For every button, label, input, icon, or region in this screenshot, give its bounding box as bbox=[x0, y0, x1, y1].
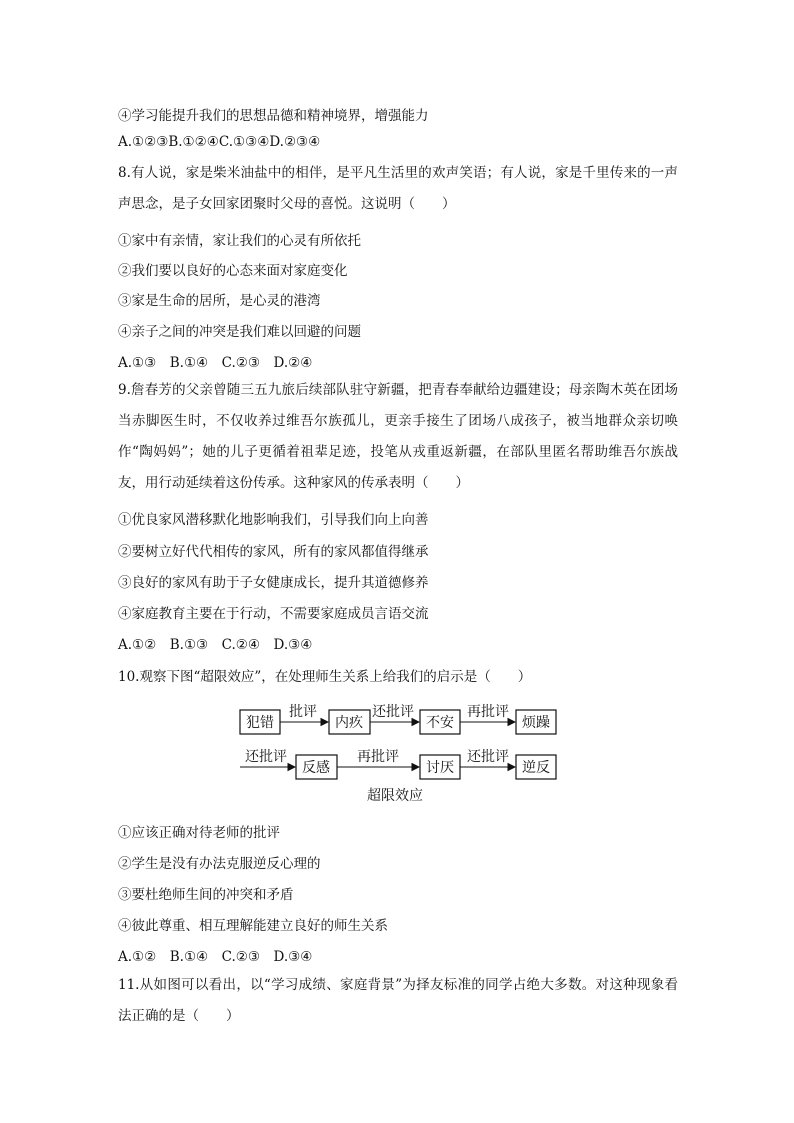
box-taoyan-label: 讨厌 bbox=[426, 760, 454, 776]
box-buan-label: 不安 bbox=[426, 715, 454, 731]
arrow-6-label: 还批评 bbox=[467, 749, 509, 765]
box-fangan-label: 反感 bbox=[302, 760, 330, 776]
question-10: 10.观察下图“超限效应”，在处理师生关系上给我们的启示是（ ） bbox=[118, 669, 532, 685]
q8-answer-choices: A.①③ B.①④ C.②③ D.②④ bbox=[118, 355, 313, 371]
q9-option-1: ①优良家风潜移默化地影响我们，引导我们向上向善 bbox=[118, 512, 429, 528]
diagram-caption: 超限效应 bbox=[367, 788, 423, 804]
q9-option-3: ③良好的家风有助于子女健康成长，提升其道德修养 bbox=[118, 575, 429, 591]
arrow-3-label: 再批评 bbox=[467, 704, 509, 720]
q8-option-3: ③家是生命的居所，是心灵的港湾 bbox=[118, 293, 321, 309]
q7-option-4: ④学习能提升我们的思想品德和精神境界，增强能力 bbox=[118, 108, 429, 124]
box-fancuo-label: 犯错 bbox=[246, 715, 274, 731]
q8-option-4: ④亲子之间的冲突是我们难以回避的问题 bbox=[118, 324, 361, 340]
q10-answer-choices: A.①② B.①④ C.②③ D.③④ bbox=[118, 949, 313, 965]
q9-option-2: ②要树立好代代相传的家风，所有的家风都值得继承 bbox=[118, 544, 429, 560]
q9-answer-choices: A.①② B.①③ C.②④ D.③④ bbox=[118, 637, 313, 653]
box-neijiu-label: 内疚 bbox=[335, 715, 363, 731]
q8-option-2: ②我们要以良好的心态来面对家庭变化 bbox=[118, 263, 348, 279]
question-9: 9.詹春芳的父亲曾随三五九旅后续部队驻守新疆，把青春奉献给边疆建设；母亲陶木英在团场当赤脚医生时，不仅收养过维吾尔族孤儿，更亲手接生了团场八成孩子，被当地群众亲切唤作“陶妈妈”；她的儿子更循着祖辈足迹，投笔从戎重返新疆，在部队里匿名帮助维吾尔族战友，用行动延续着这份传承。这种家风的传承表明（ ） bbox=[118, 382, 678, 491]
q10-option-2: ②学生是没有办法克服逆反心理的 bbox=[118, 856, 321, 872]
box-nifan-label: 逆反 bbox=[522, 760, 550, 776]
arrow-2-label: 还批评 bbox=[372, 704, 414, 720]
q10-option-1: ①应该正确对待老师的批评 bbox=[118, 825, 280, 841]
box-fanzao-label: 烦躁 bbox=[522, 715, 550, 731]
arrow-5-label: 再批评 bbox=[357, 749, 399, 765]
question-11: 11.从如图可以看出，以“学习成绩、家庭背景”为择友标准的同学占绝大多数。对这种现象看法正确的是（ ） bbox=[118, 977, 678, 1024]
arrow-4-label: 还批评 bbox=[245, 749, 287, 765]
arrow-1-label: 批评 bbox=[289, 704, 317, 720]
q8-option-1: ①家中有亲情，家让我们的心灵有所依托 bbox=[118, 233, 361, 249]
question-8: 8.有人说，家是柴米油盐中的相伴，是平凡生活里的欢声笑语；有人说，家是千里传来的一声声思念，是子女回家团聚时父母的喜悦。这说明（ ） bbox=[118, 165, 678, 212]
q10-option-3: ③要杜绝师生间的冲突和矛盾 bbox=[118, 887, 294, 903]
q7-answer-choices: A.①②③B.①②④C.①③④D.②③④ bbox=[118, 134, 321, 150]
q9-option-4: ④家庭教育主要在于行动，不需要家庭成员言语交流 bbox=[118, 606, 429, 622]
q10-option-4: ④彼此尊重、相互理解能建立良好的师生关系 bbox=[118, 918, 388, 934]
